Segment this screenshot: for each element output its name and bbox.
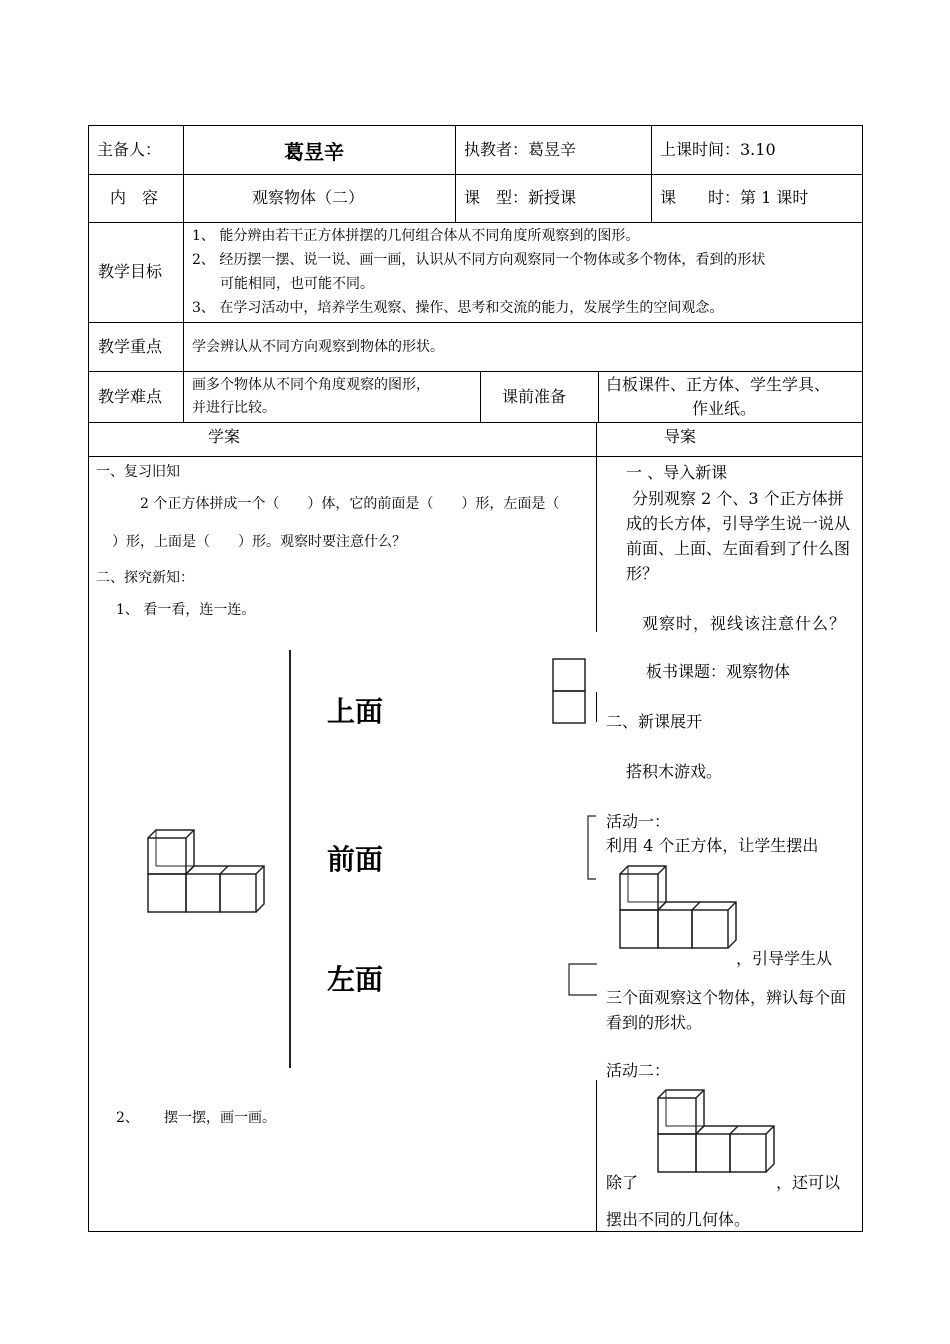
table-border-right	[862, 125, 863, 1231]
planner-label: 主备人：	[97, 140, 162, 159]
lesson-type-field: 课 型：新授课	[464, 188, 577, 207]
activity-1-title: 活动一：	[606, 812, 671, 831]
intro-question: 观察时，视线该注意什么？	[642, 614, 847, 633]
table-row-divider	[88, 456, 863, 457]
content-value: 观察物体（二）	[252, 188, 365, 207]
objective-item: 可能相同，也可能不同。	[220, 276, 374, 292]
table-col-divider	[480, 371, 481, 422]
preparation-label: 课前准备	[502, 387, 567, 406]
table-col-divider	[596, 422, 597, 632]
activity-1-after: ，引导学生从	[736, 949, 833, 968]
table-col-divider	[598, 371, 599, 422]
class-time-field: 上课时间：3.10	[660, 140, 776, 159]
board-title: 板书课题：观察物体	[646, 662, 791, 681]
table-row-divider	[88, 174, 863, 175]
view-label-top: 上面	[327, 695, 384, 728]
view-bracket	[596, 692, 597, 722]
difficulty-value: 画多个物体从不同个角度观察的图形，	[192, 377, 430, 393]
key-point-value: 学会辨认从不同方向观察到物体的形状。	[192, 339, 444, 355]
column-header-study-plan: 学案	[208, 427, 241, 446]
new-lesson-title: 二、新课展开	[606, 712, 703, 731]
activity-2-continuation: 摆出不同的几何体。	[606, 1210, 751, 1229]
activity-2-title: 活动二：	[606, 1061, 671, 1080]
step-1: 1、 看一看，连一连。	[116, 602, 256, 618]
review-title: 一、复习旧知	[96, 464, 180, 480]
activity-2-after: ，还可以	[776, 1173, 841, 1192]
activity-1-cubes-figure	[612, 862, 742, 954]
table-col-divider	[596, 1080, 597, 1231]
table-col-divider	[183, 125, 184, 422]
table-col-divider	[455, 125, 456, 222]
objective-item: 1、 能分辨由若干正方体拼摆的几何组合体从不同角度所观察到的图形。	[192, 228, 640, 244]
table-row-divider	[88, 371, 863, 372]
building-game: 搭积木游戏。	[626, 762, 723, 781]
view-label-front: 前面	[327, 843, 384, 876]
table-row-divider	[88, 322, 863, 323]
l-shape-cubes-figure	[140, 826, 270, 918]
column-header-teaching-plan: 导案	[664, 427, 697, 446]
intro-title: 一 、导入新课	[626, 463, 728, 482]
difficulty-label: 教学难点	[98, 387, 163, 406]
review-question: 2 个正方体拼成一个（ ）体，它的前面是（ ）形，左面是（	[140, 496, 560, 512]
objective-item: 3、 在学习活动中，培养学生观察、操作、思考和交流的能力，发展学生的空间观念。	[192, 300, 724, 316]
activity-2-cubes-figure	[650, 1086, 780, 1178]
view-label-left: 左面	[327, 963, 384, 996]
activity-2-before: 除了	[606, 1173, 639, 1192]
table-border-top	[88, 125, 863, 126]
table-row-divider	[88, 422, 863, 423]
objectives-label: 教学目标	[98, 262, 163, 281]
difficulty-value: 并进行比较。	[192, 400, 276, 416]
key-point-label: 教学重点	[98, 337, 163, 356]
step-2-number: 2、	[116, 1110, 139, 1126]
preparation-value: 作业纸。	[692, 399, 757, 418]
planner-name: 葛昱辛	[284, 140, 344, 164]
teacher-field: 执教者：葛昱辛	[464, 140, 577, 159]
objective-item: 2、 经历摆一摆、说一说、画一画，认识从不同方向观察同一个物体或多个物体，看到的形状	[192, 252, 766, 268]
step-2-text: 摆一摆，画一画。	[164, 1110, 276, 1126]
dash-divider	[289, 650, 291, 1068]
bracket-shape	[586, 815, 598, 881]
two-squares-view	[552, 658, 592, 726]
period-field: 课 时：第 1 课时	[660, 188, 809, 207]
explore-title: 二、探究新知：	[96, 570, 194, 586]
table-col-divider	[651, 125, 652, 222]
intro-paragraph: 分别观察 2 个、3 个正方体拼成的长方体，引导学生说一说从前面、上面、左面看到了什么图形？	[626, 489, 851, 583]
activity-1-text: 利用 4 个正方体，让学生摆出	[606, 836, 819, 855]
review-question: ）形，上面是（ ）形。观察时要注意什么？	[112, 534, 406, 550]
content-label: 内 容	[110, 188, 159, 207]
table-row-divider	[88, 222, 863, 223]
preparation-value: 白板课件、正方体、学生学具、	[606, 375, 831, 394]
table-border-left	[88, 125, 89, 1231]
bracket-shape	[567, 963, 599, 997]
activity-1-continuation: 三个面观察这个物体，辨认每个面看到的形状。	[606, 988, 847, 1032]
